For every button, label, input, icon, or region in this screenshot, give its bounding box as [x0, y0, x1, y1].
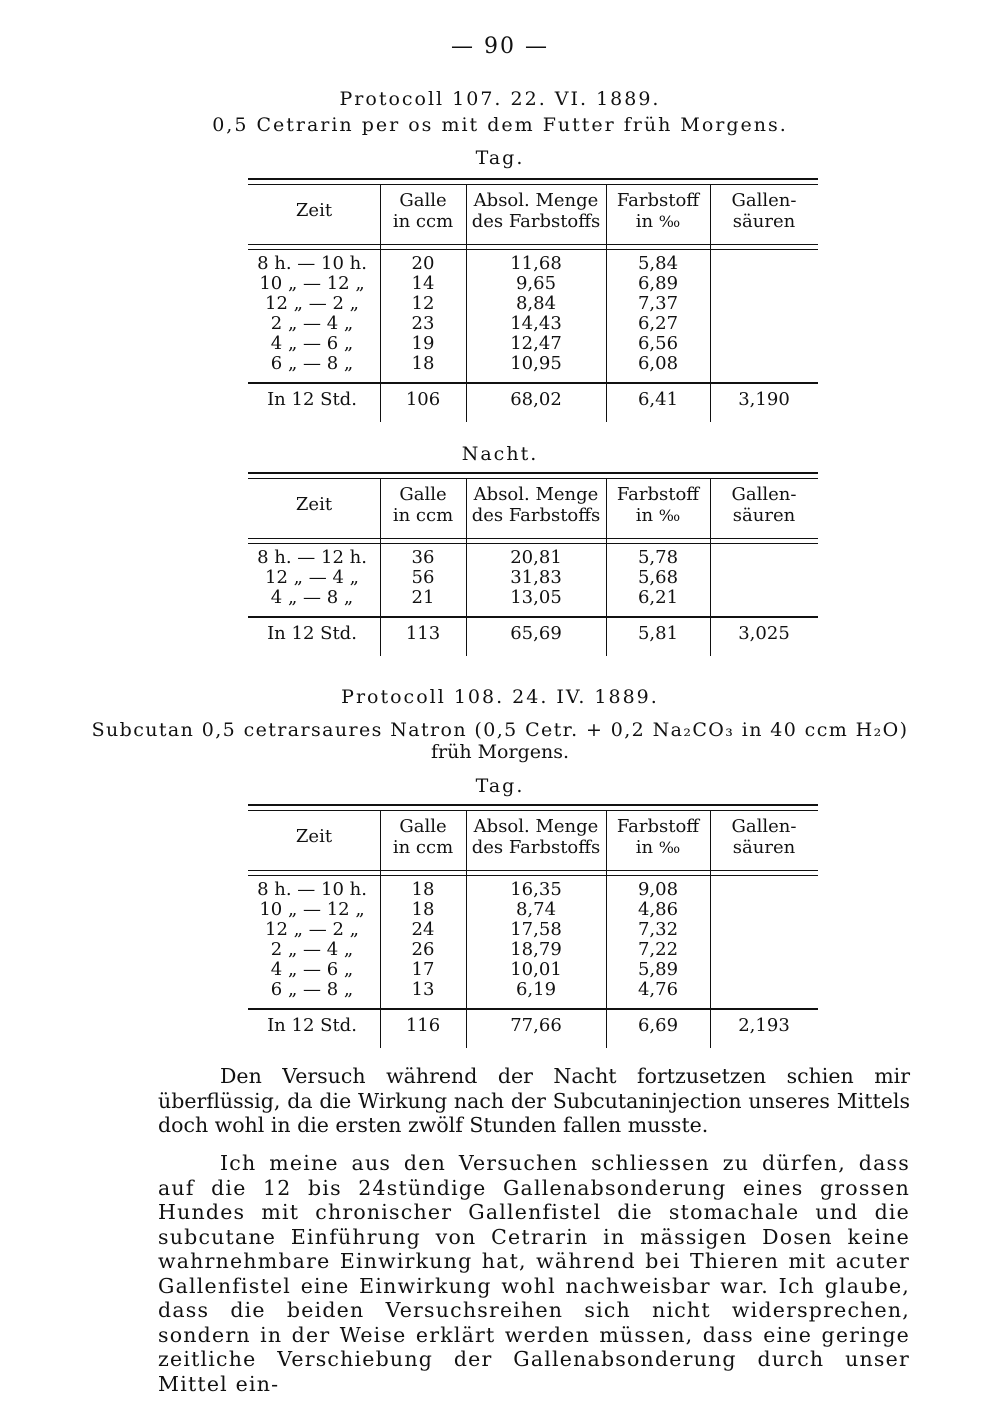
header-bottom-rule	[248, 244, 818, 250]
row-farbstoff: 7,32	[637, 919, 679, 940]
row-galle: 36	[411, 547, 435, 568]
header-galle	[380, 190, 466, 232]
row-time: 6 „ — 8 „	[270, 353, 354, 374]
row-farbstoff: 5,78	[637, 547, 679, 568]
header-line: Gallen-	[731, 484, 797, 505]
row-farbstoff: 6,89	[637, 273, 679, 294]
row-time: 4 „ — 8 „	[270, 587, 354, 608]
row-farbstoff: 5,84	[637, 253, 679, 274]
header-line: des Farbstoffs	[471, 211, 601, 232]
row-galle: 13	[411, 979, 435, 1000]
header-galle	[380, 816, 466, 858]
header-zeit	[248, 494, 380, 515]
row-time: 8 h. — 12 h.	[257, 547, 367, 568]
header-line: Farbstoff	[616, 190, 700, 211]
header-text: in	[635, 211, 659, 232]
header-line: in ccm	[392, 837, 454, 858]
header-menge	[466, 816, 606, 858]
total-galle: 113	[405, 623, 441, 644]
total-galle: 106	[405, 389, 441, 410]
paragraph-1: Den Versuch während der Nacht fortzusetzen schien mir überflüssig, da die Wirkung nach der Subcutaninjection unseres Mittels doch wohl in die ersten zwölf Stunden fallen musste.	[158, 1064, 910, 1137]
total-menge: 77,66	[510, 1015, 562, 1036]
row-time: 10 „ — 12 „	[259, 273, 365, 294]
row-time: 8 h. — 10 h.	[257, 253, 367, 274]
row-menge: 20,81	[510, 547, 562, 568]
protocol-107-night-label: Nacht.	[461, 443, 539, 465]
header-line	[606, 837, 710, 858]
header-line: säuren	[732, 837, 796, 858]
header-line: Farbstoff	[616, 484, 700, 505]
page-number: — 90 —	[451, 34, 549, 59]
header-line: Gallen-	[731, 190, 797, 211]
header-farbstoff	[606, 816, 710, 858]
header-text: in	[635, 837, 659, 858]
total-saeuren: 2,193	[738, 1015, 790, 1036]
header-line: Galle	[399, 816, 447, 837]
header-line: Absol. Menge	[473, 190, 599, 211]
protocol-107-subtitle: 0,5 Cetrarin per os mit dem Futter früh Morgens.	[212, 114, 788, 136]
protocol-108-title: Protocoll 108. 24. IV. 1889.	[341, 686, 659, 708]
row-menge: 11,68	[510, 253, 562, 274]
header-line: Gallen-	[731, 816, 797, 837]
row-galle: 56	[411, 567, 435, 588]
header-saeuren	[710, 816, 818, 858]
protocol-108-subtitle-line1: Subcutan 0,5 cetrarsaures Natron (0,5 Cetr. + 0,2 Na₂CO₃ in 40 ccm H₂O)	[91, 719, 909, 741]
row-menge: 8,84	[515, 293, 557, 314]
permille-sign: ‰	[658, 838, 681, 857]
header-bottom-rule	[248, 870, 818, 876]
header-galle	[380, 484, 466, 526]
row-galle: 21	[411, 587, 435, 608]
row-menge: 10,01	[510, 959, 562, 980]
row-time: 12 „ — 2 „	[265, 293, 359, 314]
header-farbstoff	[606, 484, 710, 526]
total-saeuren: 3,190	[738, 389, 790, 410]
row-menge: 10,95	[510, 353, 562, 374]
row-galle: 20	[411, 253, 435, 274]
row-farbstoff: 6,08	[637, 353, 679, 374]
row-farbstoff: 6,21	[637, 587, 679, 608]
header-zeit	[248, 200, 380, 221]
row-time: 12 „ — 2 „	[265, 919, 359, 940]
row-time: 10 „ — 12 „	[259, 899, 365, 920]
table-top-rule	[248, 178, 818, 185]
header-line: Zeit	[295, 826, 333, 847]
header-line: in ccm	[392, 505, 454, 526]
header-line: des Farbstoffs	[471, 837, 601, 858]
row-menge: 6,19	[515, 979, 557, 1000]
row-farbstoff: 7,22	[637, 939, 679, 960]
header-text: in	[635, 505, 659, 526]
total-farbstoff: 6,69	[637, 1015, 679, 1036]
header-line: Zeit	[295, 200, 333, 221]
row-time: 4 „ — 6 „	[270, 959, 354, 980]
permille-sign: ‰	[658, 506, 681, 525]
row-menge: 9,65	[515, 273, 557, 294]
row-menge: 16,35	[510, 879, 562, 900]
protocol-107-title: Protocoll 107. 22. VI. 1889.	[339, 88, 661, 110]
row-farbstoff: 6,56	[637, 333, 679, 354]
row-farbstoff: 4,76	[637, 979, 679, 1000]
header-zeit	[248, 826, 380, 847]
protocol-107-day-table	[248, 178, 818, 426]
row-menge: 12,47	[510, 333, 562, 354]
row-galle: 19	[411, 333, 435, 354]
total-menge: 68,02	[510, 389, 562, 410]
row-menge: 13,05	[510, 587, 562, 608]
header-line: Absol. Menge	[473, 816, 599, 837]
row-farbstoff: 5,68	[637, 567, 679, 588]
header-line: Galle	[399, 190, 447, 211]
row-galle: 18	[411, 879, 435, 900]
row-galle: 14	[411, 273, 435, 294]
row-time: 8 h. — 10 h.	[257, 879, 367, 900]
row-farbstoff: 6,27	[637, 313, 679, 334]
row-menge: 17,58	[510, 919, 562, 940]
header-line	[606, 505, 710, 526]
header-line: Galle	[399, 484, 447, 505]
row-menge: 14,43	[510, 313, 562, 334]
row-time: 4 „ — 6 „	[270, 333, 354, 354]
header-bottom-rule	[248, 538, 818, 544]
total-rule	[248, 1008, 818, 1010]
protocol-108-day-label: Tag.	[475, 775, 525, 797]
row-galle: 18	[411, 353, 435, 374]
row-menge: 31,83	[510, 567, 562, 588]
header-line: Zeit	[295, 494, 333, 515]
row-farbstoff: 5,89	[637, 959, 679, 980]
protocol-108-day-table	[248, 804, 818, 1052]
total-farbstoff: 6,41	[637, 389, 679, 410]
row-menge: 8,74	[515, 899, 557, 920]
protocol-108-subtitle-line2: früh Morgens.	[430, 741, 570, 763]
total-menge: 65,69	[510, 623, 562, 644]
total-label: In 12 Std.	[267, 1015, 357, 1036]
protocol-107-night-table	[248, 472, 818, 662]
header-menge	[466, 190, 606, 232]
total-saeuren: 3,025	[738, 623, 790, 644]
row-menge: 18,79	[510, 939, 562, 960]
header-line: säuren	[732, 211, 796, 232]
paragraph-2: Ich meine aus den Versuchen schliessen zu dürfen, dass auf die 12 bis 24stündige Gallenabsonderung eines grossen Hundes mit chronischer Gallenfistel die stomachale und die subcutane Einführung von Cetrarin in mässigen Dosen keine wahrnehmbare Einwirkung hat, während bei Thieren mit acuter Gallenfistel eine Einwirkung wohl nachweisbar war. Ich glaube, dass die beiden Versuchsreihen sich nicht widersprechen, sondern in der Weise erklärt werden müssen, dass eine geringe zeitliche Verschiebung der Gallenabsonderung durch unser Mittel ein-	[158, 1151, 910, 1396]
header-line: Absol. Menge	[473, 484, 599, 505]
header-line	[606, 211, 710, 232]
row-farbstoff: 9,08	[637, 879, 679, 900]
table-top-rule	[248, 472, 818, 479]
total-rule	[248, 382, 818, 384]
row-time: 2 „ — 4 „	[270, 939, 354, 960]
row-galle: 17	[411, 959, 435, 980]
row-farbstoff: 7,37	[637, 293, 679, 314]
row-time: 6 „ — 8 „	[270, 979, 354, 1000]
row-farbstoff: 4,86	[637, 899, 679, 920]
total-farbstoff: 5,81	[637, 623, 679, 644]
header-saeuren	[710, 484, 818, 526]
total-label: In 12 Std.	[267, 623, 357, 644]
header-farbstoff	[606, 190, 710, 232]
header-menge	[466, 484, 606, 526]
row-galle: 23	[411, 313, 435, 334]
row-time: 2 „ — 4 „	[270, 313, 354, 334]
protocol-107-day-label: Tag.	[475, 147, 525, 169]
total-label: In 12 Std.	[267, 389, 357, 410]
row-galle: 26	[411, 939, 435, 960]
header-line: des Farbstoffs	[471, 505, 601, 526]
row-galle: 18	[411, 899, 435, 920]
permille-sign: ‰	[658, 212, 681, 231]
row-galle: 12	[411, 293, 435, 314]
total-rule	[248, 616, 818, 618]
header-line: Farbstoff	[616, 816, 700, 837]
total-galle: 116	[405, 1015, 441, 1036]
row-time: 12 „ — 4 „	[265, 567, 359, 588]
row-galle: 24	[411, 919, 435, 940]
header-line: in ccm	[392, 211, 454, 232]
header-line: säuren	[732, 505, 796, 526]
header-saeuren	[710, 190, 818, 232]
table-top-rule	[248, 804, 818, 811]
